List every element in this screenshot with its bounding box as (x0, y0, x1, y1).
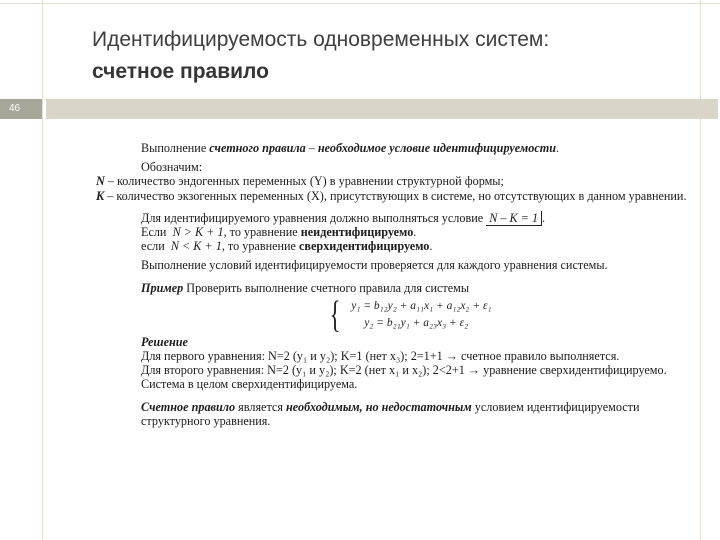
term-counting-rule: Счетное правило (141, 399, 236, 414)
if-overidentified (96, 239, 690, 253)
final-statement (96, 400, 690, 428)
text: Проверить выполнение счетного правила для системы (183, 280, 470, 295)
formula-condition: N – K = 1 (486, 211, 542, 226)
text: . (542, 210, 546, 225)
if-underidentified (96, 225, 690, 239)
text: условием идентифицируемости структурного уравнения. (141, 399, 640, 428)
equation-2: y₂ = b₂₁y₁ + a₂₃x₃ + ε₂ (364, 316, 469, 329)
symbol-n: N (96, 174, 105, 189)
status-underidentified: неидентифицируемо (300, 225, 414, 240)
text: Если (141, 225, 167, 240)
term-counting-rule: счетного правила (209, 141, 306, 155)
slide-title (92, 24, 692, 88)
example-label: Пример (141, 280, 184, 295)
text: , то уравнение (221, 239, 300, 254)
formula: N < K + 1 (170, 239, 222, 254)
equation-system (326, 295, 690, 335)
n-definition (96, 174, 690, 188)
notation-heading: Обозначим: (141, 160, 203, 175)
text: – количество эндогенных переменных (Y) в уравнении структурной формы; (104, 174, 504, 189)
status-overidentified: сверхидентифицируемо (299, 239, 430, 254)
guide-line-top (0, 3, 720, 4)
text: Выполнение (141, 141, 210, 155)
accent-bar (46, 99, 718, 119)
brace: { (329, 293, 341, 336)
solution-label: Решение (141, 334, 188, 349)
term-necessary-not-sufficient: необходимым, но недостаточным (286, 399, 472, 414)
slide-number: 46 (0, 99, 42, 119)
text: . (429, 239, 433, 254)
k-definition (96, 189, 690, 203)
guide-line-left (42, 0, 43, 540)
symbol-k: K (96, 188, 105, 203)
term-necessary-condition: необходимое условие идентифицируемости (317, 141, 557, 155)
document-body (96, 141, 690, 428)
text: Для идентифицируемого уравнения должно выполняться условие (141, 210, 484, 225)
identification-condition (96, 211, 690, 225)
title-line-1: Идентифицируемость одновременных систем: (92, 28, 550, 51)
solution-second: Для второго уравнения: N=2 (y₁ и y₂); K=2 (нет x₁ и x₂); 2<2+1 → уравнение сверхидентифицируемо. (141, 363, 667, 378)
example (96, 281, 690, 295)
check-note: Выполнение условий идентифицируемости проверяется для каждого уравнения системы. (141, 258, 608, 273)
formula: N > K + 1 (172, 225, 224, 240)
text: . (413, 225, 417, 240)
text: если (141, 239, 165, 254)
guide-line-right (700, 0, 701, 540)
text: – (305, 141, 318, 155)
paragraph-definition (96, 141, 690, 155)
title-line-2: счетное правило (92, 60, 269, 83)
equation-1: y₁ = b₁₂y₂ + a₁₁x₁ + a₁₂x₂ + ε₁ (351, 299, 492, 312)
text: – количество экзогенных переменных (X), присутствующих в системе, но отсутствующих в данном уравнении. (104, 188, 687, 203)
text: , то уравнение (223, 225, 301, 240)
text: . (556, 141, 560, 155)
system-conclusion: Система в целом сверхидентифицируема. (141, 377, 358, 392)
solution-first: Для первого уравнения: N=2 (y₁ и y₂); K=1 (нет x₃); 2=1+1 → счетное правило выполняется. (141, 349, 620, 364)
text: является (235, 399, 286, 414)
